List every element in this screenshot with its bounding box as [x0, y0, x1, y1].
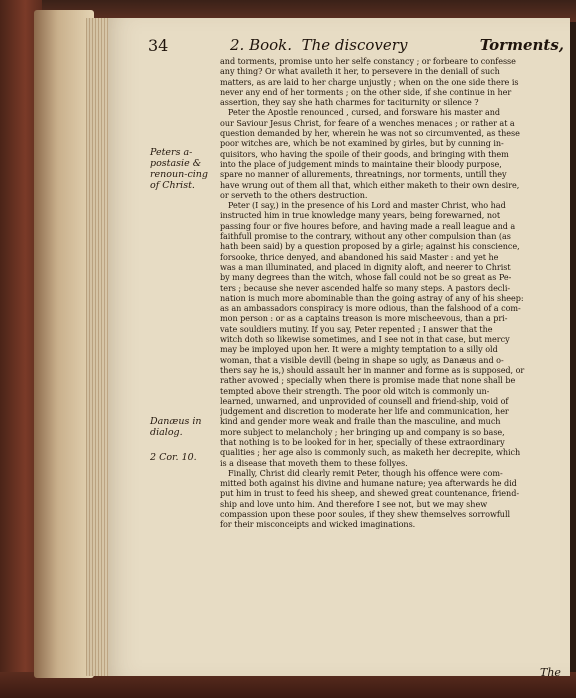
text-line: by many degrees than the witch, whose fall could not be so great as Pe-: [220, 272, 512, 283]
text-line: as an ambassadors conspiracy is more odious, than the falshood of a com-: [220, 303, 521, 314]
section-label: 2. Book.: [230, 36, 293, 54]
text-line: that nothing is to be looked for in her, specially of these extraordinary: [220, 436, 505, 447]
text-line: any thing? Or what availeth it her, to persevere in the deniall of such: [220, 66, 500, 77]
text-line: spare no manner of allurements, threatnings, nor torments, untill they: [220, 169, 507, 180]
text-line: into the place of judgement minds to maintaine their bloody purpose,: [220, 158, 502, 169]
text-line: our Saviour Jesus Christ, for feare of a wenches menaces ; or rather at a: [220, 117, 515, 128]
text-line: judgement and discretion to moderate her life and communication, her: [220, 406, 509, 417]
text-line: witch doth so likewise sometimes, and I see not in that case, but mercy: [220, 334, 510, 345]
text-line: learned, unwarned, and unprovided of counsell and friend-ship, void of: [220, 395, 509, 406]
text-line: passing four or five houres before, and having made a reall league and a: [220, 220, 516, 231]
text-line: or serveth to the others destruction.: [220, 189, 368, 200]
text-line: forsooke, thrice denyed, and abandoned his said Master : and yet he: [220, 251, 499, 262]
margin-note-danaeus: Danæus in dialog.: [150, 416, 202, 438]
text-line: Peter the Apostle renounced , cursed, and forsware his master and: [228, 107, 501, 118]
text-line: is a disease that moveth them to these follyes.: [220, 457, 408, 468]
text-line: ship and love unto him. And therefore I see not, but we may shew: [220, 498, 488, 509]
page-number: 34: [148, 36, 169, 55]
text-line: may be imployed upon her. It were a mighty temptation to a silly old: [220, 344, 498, 355]
text-line: ters ; because she never ascended halfe so many steps. A pastors decli-: [220, 282, 511, 293]
running-head: [140, 36, 568, 56]
text-line: mitted both against his divine and humane nature; yea afterwards he did: [220, 478, 517, 489]
text-line: nation is much more abominable than the going astray of any of his sheep:: [220, 292, 524, 303]
text-line: for their misconceipts and wicked imaginations.: [220, 519, 416, 530]
text-line: qualities ; her age also is commonly such, as maketh her decrepite, which: [220, 447, 521, 458]
text-line: thers say he is,) should assault her in manner and forme as is supposed, or: [220, 364, 525, 375]
text-line: kind and gender more weak and fraile than the masculine, and much: [220, 416, 501, 427]
text-line: more subject to melancholy ; her bringing up and company is so base,: [220, 426, 505, 437]
margin-note-corinthians: 2 Cor. 10.: [150, 452, 197, 463]
catchword: The: [540, 666, 561, 679]
text-line: compassion upon these poor soules, if they shew themselves sorrowfull: [220, 509, 511, 520]
text-line: vate souldiers mutiny. If you say, Peter repented ; I answer that the: [220, 323, 493, 334]
page-gutter: [34, 10, 94, 678]
margin-note-peter: Peters a-postasie & renoun-cing of Christ.: [150, 147, 209, 191]
text-line: mon person : or as a captains treason is more mischeevous, than a pri-: [220, 313, 508, 324]
text-line: tempted above their strength. The poor old witch is commonly un-: [220, 385, 490, 396]
running-right: Torments,: [479, 36, 564, 54]
text-line: have wrung out of them all that, which either maketh to their own desire,: [220, 179, 520, 190]
text-line: hath been said) by a question proposed by a girle; against his conscience,: [220, 241, 520, 252]
text-line: and torments, promise unto her selfe constancy ; or forbeare to confesse: [220, 56, 516, 66]
body-text: [220, 56, 566, 530]
text-line: quisitors, who having the spoile of their goods, and bringing with them: [220, 148, 509, 159]
book-title: The discovery: [301, 36, 408, 54]
text-line: woman, that a visible devill (being in shape so ugly, as Danæus and o-: [220, 354, 504, 365]
text-line: put him in trust to feed his sheep, and shewed great countenance, friend-: [220, 488, 520, 499]
text-line: instructed him in true knowledge many years, being forewarned, not: [220, 210, 501, 221]
text-line: rather avowed ; specially when there is promise made that none shall be: [220, 375, 516, 386]
text-line: was a man illuminated, and placed in dignity aloft, and neerer to Christ: [220, 261, 511, 272]
text-line: Peter (I say,) in the presence of his Lord and master Christ, who had: [228, 200, 506, 211]
text-line: never any end of her torments ; on the other side, if she continue in her: [220, 86, 512, 97]
text-line: poor witches are, which be not examined by girles, but by cunning in-: [220, 138, 504, 149]
page-edges: [86, 18, 108, 676]
text-line: assertion, they say she hath charmes for taciturnity or silence ?: [220, 97, 479, 108]
text-line: question demanded by her, wherein he was not so circumvented, as these: [220, 128, 520, 139]
text-line: Finally, Christ did clearly remit Peter, though his offence were com-: [228, 467, 503, 478]
text-line: matters, as are laid to her charge unjustly ; when on the one side there is: [220, 76, 519, 87]
running-title: [230, 36, 407, 54]
text-line: faithfull promise to the contrary, without any other compulsion than (as: [220, 231, 511, 242]
